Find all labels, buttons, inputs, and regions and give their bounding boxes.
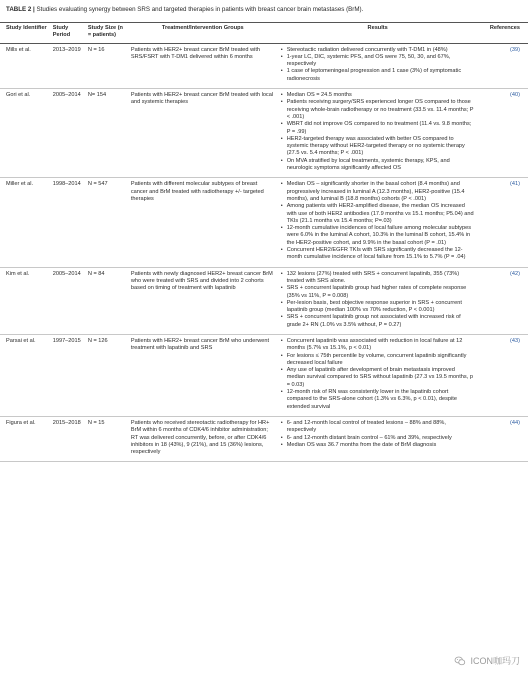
result-item: • Any use of lapatinib after development of brain metastasis improved median survival compared to SRS without lapatinib (27.3 vs 19.5 months, p = 0.03) — [281, 367, 475, 389]
reference-link[interactable]: (43) — [510, 337, 520, 344]
cell-reference — [478, 334, 528, 416]
studies-table — [0, 22, 528, 462]
results-list — [281, 338, 475, 411]
result-item: decreased local failure — [286, 359, 343, 366]
results-list — [281, 181, 475, 261]
header-study: Study Identifier — [0, 23, 50, 44]
header-period: Study Period — [50, 23, 85, 44]
header-size: Study Size (n = patients) — [85, 23, 128, 44]
caption-text: Studies evaluating synergy between SRS and targeted therapies in patients with breast cancer brain metastases (BrM). — [36, 6, 364, 13]
cell-results — [278, 334, 478, 416]
result-item: • Patients receiving surgery/SRS experienced longer OS compared to those receiving whole-brain radiotherapy or no treatment (33.5 vs. 11.4 months; P < .001) — [281, 99, 475, 121]
cell-treatment: Patients with newly diagnosed HER2+ breast cancer BrM who were treated with SRS and divided into 2 cohorts based on timing of treatment with lapatinib — [128, 267, 278, 334]
cell-size: N = 126 — [85, 334, 128, 416]
reference-link[interactable]: (39) — [510, 46, 520, 53]
reference-link[interactable]: (41) — [510, 181, 520, 188]
result-item: • Concurrent HER2/EGFR TKIs with SRS significantly decreased the 12-month cumulative incidence of local failure from 15.1% to 5.7% (P = .04) — [281, 247, 475, 262]
result-item: • 12-month risk of RN was consistently lower in the lapatinib cohort compared to the SRS-alone cohort (1.3% vs 6.3%, p < 0.01), despite extended survival — [281, 389, 475, 411]
result-item: • 12-month cumulative incidences of local failure among molecular subtypes were 6.0% in the luminal A cohort, 10.3% in the luminal B cohort, 15.4% in the HER2-positive cohort, and 9.9% in the basal cohort (P = .01) — [281, 225, 475, 247]
result-item: • WBRT did not improve OS compared to no treatment (11.4 vs. 9.8 months; P = .99) — [281, 121, 475, 136]
cell-size: N = 16 — [85, 43, 128, 88]
cell-size: N= 154 — [85, 89, 128, 178]
table-row — [0, 89, 528, 178]
cell-results — [278, 267, 478, 334]
cell-reference — [478, 43, 528, 88]
cell-study: Miller et al. — [0, 178, 50, 267]
result-item: • For lesions ≤ 75th percentile by volume, concurrent lapatinib significantly — [281, 353, 475, 360]
reference-link[interactable]: (42) — [510, 270, 520, 277]
cell-treatment: Patients with HER2+ breast cancer BrM treated with local and systemic therapies — [128, 89, 278, 178]
cell-reference — [478, 416, 528, 461]
cell-results — [278, 416, 478, 461]
cell-study: Figura et al. — [0, 416, 50, 461]
result-item: • Concurrent lapatinib was associated with reduction in local failure at 12 months (5.7% vs 15.1%, p < 0.01) — [281, 338, 475, 353]
cell-size: N = 84 — [85, 267, 128, 334]
cell-study: Gori et al. — [0, 89, 50, 178]
cell-results — [278, 43, 478, 88]
cell-period: 2005–2014 — [50, 89, 85, 178]
cell-reference — [478, 89, 528, 178]
table-row — [0, 416, 528, 461]
table-header-row — [0, 23, 528, 44]
result-item: • 6- and 12-month local control of treated lesions – 88% and 88%, respectively — [281, 420, 475, 435]
cell-period: 2015–2018 — [50, 416, 85, 461]
cell-study: Mills et al. — [0, 43, 50, 88]
result-item: • 1-year LC, DIC, systemic PFS, and OS were 75, 50, 30, and 67%, respectively — [281, 54, 475, 69]
watermark-text: ICON咖玛刀 — [470, 656, 520, 666]
cell-study: Parsai et al. — [0, 334, 50, 416]
result-item: • On MVA stratified by local treatments, systemic therapy, KPS, and neurologic symptoms significantly affected OS — [281, 158, 475, 173]
table-caption — [6, 6, 522, 14]
cell-reference — [478, 267, 528, 334]
cell-treatment: Patients with HER2+ breast cancer BrM who underwent treatment with lapatinib and SRS — [128, 334, 278, 416]
result-item: • 1 case of leptomeningeal progression and 1 case (3%) of symptomatic radionecrosis — [281, 68, 475, 83]
cell-treatment: Patients with different molecular subtypes of breast cancer and BrM treated with radiotherapy +/- targeted therapies — [128, 178, 278, 267]
result-item: • SRS + concurrent lapatinib group had higher rates of complete response (35% vs 11%, P = 0.008) — [281, 285, 475, 300]
header-results: Results — [278, 23, 478, 44]
wechat-icon — [454, 655, 466, 667]
reference-link[interactable]: (40) — [510, 92, 520, 99]
cell-treatment: Patients who received stereotactic radiotherapy for HR+ BrM within 6 months of CDK4/6 inhibitor administration; RT was delivered concurrently, before, or after CDK4/6 inhibitors in 18 (43%), 9 (21%), and 15 (36%) lesions, respectively — [128, 416, 278, 461]
table-row — [0, 43, 528, 88]
cell-size: N = 547 — [85, 178, 128, 267]
cell-size: N = 15 — [85, 416, 128, 461]
cell-results — [278, 89, 478, 178]
cell-results — [278, 178, 478, 267]
header-treatment: Treatment/Intervention Groups — [128, 23, 278, 44]
watermark — [454, 654, 520, 667]
table-row — [0, 267, 528, 334]
result-item: • 132 lesions (27%) treated with SRS + concurrent lapatinib, 355 (73%) treated with SRS alone. — [281, 271, 475, 286]
results-list — [281, 47, 475, 83]
cell-period: 1997–2015 — [50, 334, 85, 416]
reference-link[interactable]: (44) — [510, 419, 520, 426]
results-list — [281, 92, 475, 172]
header-references: References — [478, 23, 528, 44]
cell-treatment: Patients with HER2+ breast cancer BrM treated with SRS/FSRT with T-DM1 delivered within 6 months — [128, 43, 278, 88]
result-item: • 6- and 12-month distant brain control – 61% and 39%, respectively — [281, 435, 475, 442]
result-item: • Stereotactic radiation delivered concurrently with T-DM1 in (48%) — [281, 47, 475, 54]
result-item: • Median OS = 24.5 months — [281, 92, 475, 99]
results-list — [281, 271, 475, 329]
caption-label: TABLE 2 | — [6, 6, 35, 13]
cell-period: 2013–2019 — [50, 43, 85, 88]
result-item: • Among patients with HER2-amplified disease, the median OS increased with use of both HER2 antibodies (17.9 months vs 15.1 months; P5.04) and TKIs (21.1 months vs 15.4 months; P=.03) — [281, 203, 475, 225]
table-row — [0, 334, 528, 416]
result-item: • HER2-targeted therapy was associated with better OS compared to systemic therapy without HER2-targeted therapy or no systemic therapy (27.5 vs. 5.4 months; P < .001) — [281, 136, 475, 158]
result-item: • Median OS was 36.7 months from the date of BrM diagnosis — [281, 442, 475, 449]
table-body — [0, 43, 528, 462]
cell-period: 2005–2014 — [50, 267, 85, 334]
table-row — [0, 178, 528, 267]
cell-period: 1998–2014 — [50, 178, 85, 267]
cell-study: Kim et al. — [0, 267, 50, 334]
cell-reference — [478, 178, 528, 267]
result-item: • Median OS – significantly shorter in the basal cohort (8.4 months) and progressively increased in luminal A (12.3 months), HER2-positive (15.4 months), and luminal B (18.8 months) cohorts (P < .001) — [281, 181, 475, 203]
results-list — [281, 420, 475, 449]
result-item: • SRS + concurrent lapatinib group not associated with increased risk of grade 2+ RN (1.0% vs 3.5% without, P = 0.27) — [281, 314, 475, 329]
result-item: • Per-lesion basis, best objective response superior in SRS + concurrent lapatinib group (median 100% vs 70% reduction, P < 0.001) — [281, 300, 475, 315]
